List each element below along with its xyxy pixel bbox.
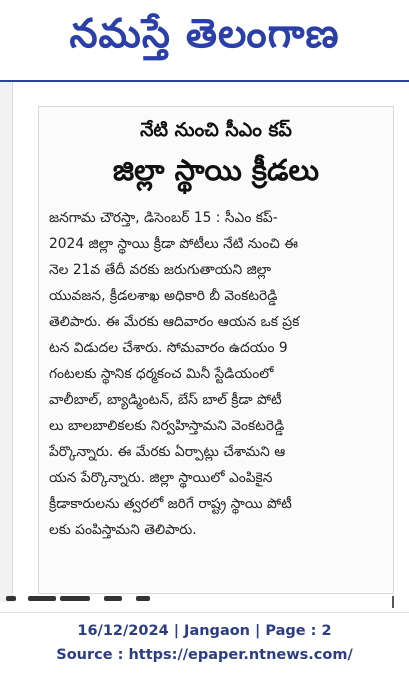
article-body-line: పేర్కొన్నారు. ఈ మేరకు ఏర్పాట్లు చేశామని ఆ xyxy=(49,444,286,460)
article-body-line: లకు పంపిస్తామని తెలిపారు. xyxy=(49,522,197,538)
article-body-line: యన పేర్కొన్నారు. జిల్లా స్థాయిలో ఎంపికైన xyxy=(49,470,273,486)
text-fragment-mark xyxy=(104,596,122,601)
source-footer xyxy=(0,612,409,685)
article-body-line: జనగామ చౌరస్తా, డిసెంబర్ 15 : సీఎం కప్- xyxy=(49,210,278,226)
text-fragment-mark xyxy=(6,596,16,601)
text-fragment-mark xyxy=(136,596,150,601)
article-body-line: క్రీడాకారులను త్వరలో జరిగే రాష్ట్ర స్థాయి పోటీ xyxy=(49,496,292,512)
text-fragment-mark xyxy=(28,596,56,601)
masthead-divider xyxy=(0,80,409,82)
article-body-line: టన విడుదల చేశారు. సోమవారం ఉదయం 9 xyxy=(49,340,288,356)
article-kicker: నేటి నుంచి సీఎం కప్ xyxy=(140,119,292,141)
column-divider xyxy=(392,596,394,608)
news-article xyxy=(38,106,394,594)
left-margin-strip xyxy=(0,82,13,602)
article-body-line: వాలీబాల్, బ్యాడ్మింటన్, బేస్ బాల్ క్రీడా పోటీ xyxy=(49,392,282,408)
article-body-line: యువజన, క్రీడలశాఖ అధికారి బీ వెంకటరెడ్డి xyxy=(49,288,278,304)
text-fragment-mark xyxy=(60,596,90,601)
source-link: Source : https://epaper.ntnews.com/ xyxy=(56,647,353,663)
article-body-line: గంటలకు స్థానిక ధర్మకంచ మినీ స్టేడియంలో xyxy=(49,366,274,382)
article-body-line: నెల 21వ తేదీ వరకు జరుగుతాయని జిల్లా xyxy=(49,262,272,278)
article-body-line: లు బాలబాలికలకు నిర్వహిస్తామని వెంకటరెడ్డి xyxy=(49,418,285,434)
adjacent-article-fragment xyxy=(0,596,409,608)
article-body xyxy=(49,205,385,543)
newspaper-logo: నమస్తే తెలంగాణ xyxy=(69,11,340,57)
article-headline: జిల్లా స్థాయి క్రీడలు xyxy=(112,153,320,187)
article-body-line: తెలిపారు. ఈ మేరకు ఆదివారం ఆయన ఒక ప్రక xyxy=(49,314,300,330)
article-body-line: 2024 జిల్లా స్థాయి క్రీడా పోటీలు నేటి నుంచి ఈ xyxy=(49,236,298,252)
edition-info: 16/12/2024 | Jangaon | Page : 2 xyxy=(77,623,332,639)
masthead xyxy=(0,0,409,78)
